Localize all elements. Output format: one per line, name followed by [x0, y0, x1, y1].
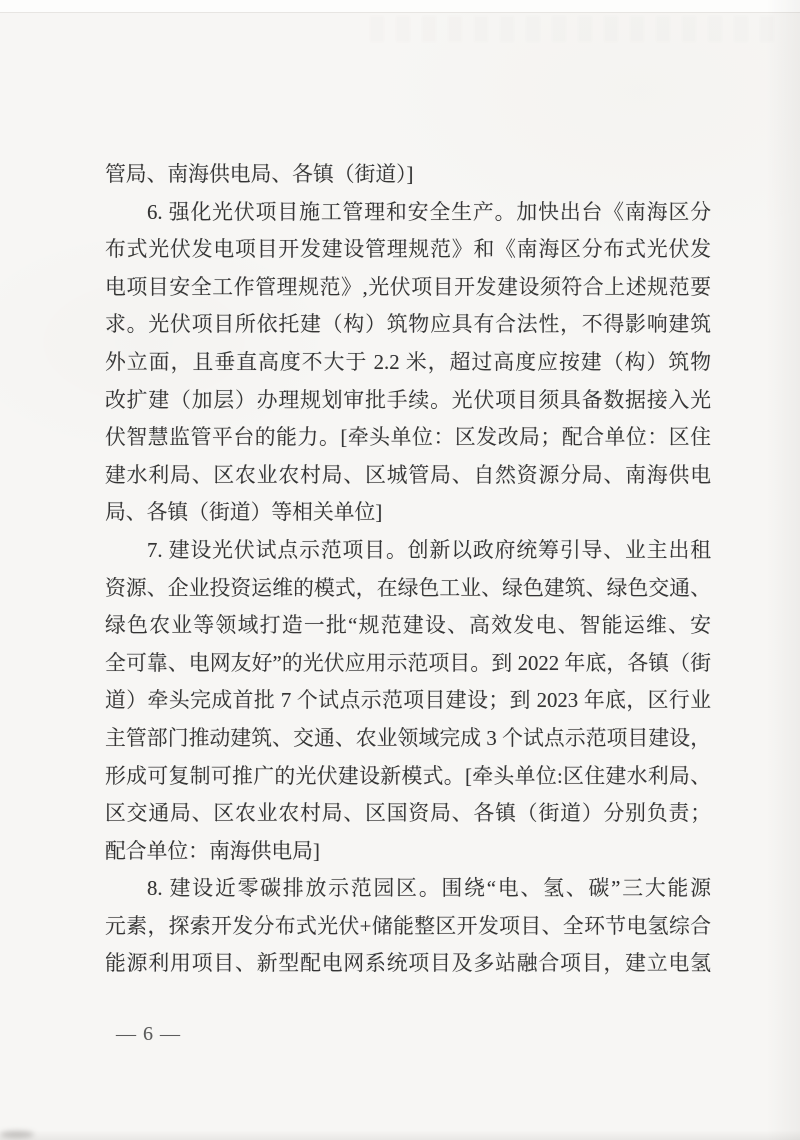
text-line: 道）牵头完成首批 7 个试点示范项目建设；到 2023 年底，区行业: [105, 689, 711, 713]
text-line: 电项目安全工作管理规范》,光伏项目开发建设须符合上述规范要: [105, 275, 711, 299]
text-line: 7. 建设光伏试点示范项目。创新以政府统筹引导、业主出租: [147, 538, 711, 562]
text-line: 元素，探索开发分布式光伏+储能整区开发项目、全环节电氢综合: [105, 914, 711, 938]
scan-corner-smudge: [0, 1131, 34, 1138]
text-line: 区交通局、区农业农村局、区国资局、各镇（街道）分别负责；: [105, 802, 711, 826]
text-line: 全可靠、电网友好”的光伏应用示范项目。到 2022 年底，各镇（街: [105, 651, 711, 675]
scan-right-shadow: [766, 0, 800, 1140]
document-body: [105, 156, 711, 983]
text-line: 建水利局、区农业农村局、区城管局、自然资源分局、南海供电: [105, 463, 711, 487]
page-number: — 6 —: [116, 1023, 181, 1045]
text-line: 资源、企业投资运维的模式，在绿色工业、绿色建筑、绿色交通、: [105, 576, 711, 600]
text-line: 外立面，且垂直高度不大于 2.2 米，超过高度应按建（构）筑物: [105, 350, 711, 374]
text-line: 能源利用项目、新型配电网系统项目及多站融合项目，建立电氢: [105, 952, 711, 976]
text-line: 求。光伏项目所依托建（构）筑物应具有合法性，不得影响建筑: [105, 313, 711, 337]
text-line: 形成可复制可推广的光伏建设新模式。[牵头单位:区住建水利局、: [105, 764, 711, 788]
text-line: 绿色农业等领域打造一批“规范建设、高效发电、智能运维、安: [105, 614, 711, 638]
scan-noise-streaks: [370, 16, 780, 42]
text-line: 配合单位：南海供电局]: [105, 839, 320, 863]
text-line: 改扩建（加层）办理规划审批手续。光伏项目须具备数据接入光: [105, 388, 711, 412]
scan-top-edge: [0, 0, 800, 13]
text-line: 8. 建设近零碳排放示范园区。围绕“电、氢、碳”三大能源: [147, 877, 711, 901]
text-line: 布式光伏发电项目开发建设管理规范》和《南海区分布式光伏发: [105, 238, 711, 262]
text-line: 主管部门推动建筑、交通、农业领域完成 3 个试点示范项目建设，: [105, 726, 711, 750]
text-line: 管局、南海供电局、各镇（街道）]: [105, 163, 414, 186]
scan-bottom-shadow: [0, 1130, 800, 1140]
text-line: 伏智慧监管平台的能力。[牵头单位：区发改局；配合单位：区住: [105, 426, 711, 450]
text-line: 局、各镇（街道）等相关单位]: [105, 501, 383, 525]
text-line: 6. 强化光伏项目施工管理和安全生产。加快出台《南海区分: [147, 200, 711, 224]
